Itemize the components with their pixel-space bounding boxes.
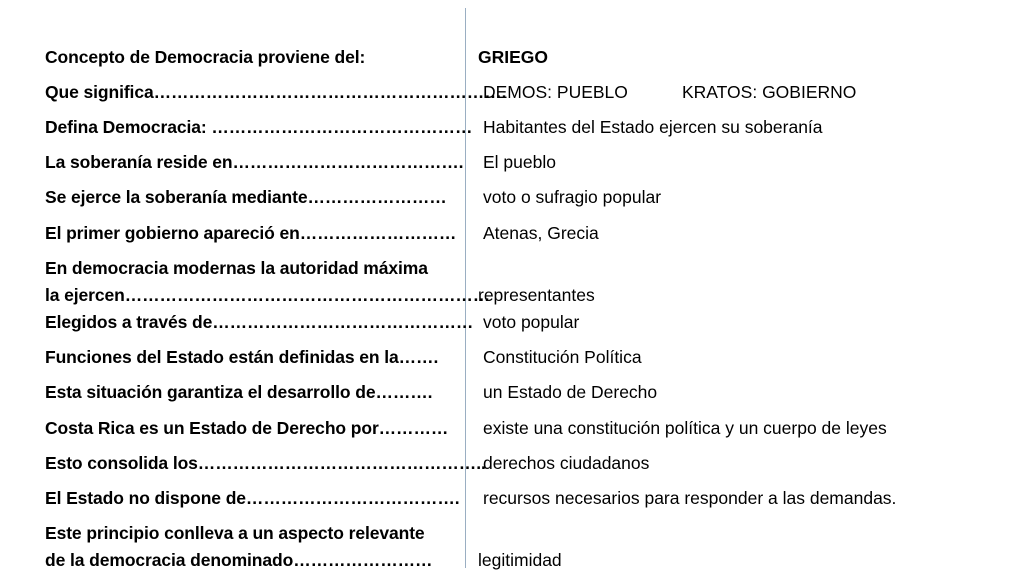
question-resources: El Estado no dispone de………………………………. xyxy=(45,488,460,508)
answer-exercise: voto o sufragio popular xyxy=(483,187,662,207)
question-principle-line1: Este principio conlleva a un aspecto relevante xyxy=(45,523,425,543)
question-consolidates: Esto consolida los………………………………………….. xyxy=(45,453,486,473)
answer-principle: legitimidad xyxy=(478,550,562,570)
answer-definition: Habitantes del Estado ejercen su soberanía xyxy=(483,117,823,137)
question-authority-line2: la ejercen……………………………………………………… xyxy=(45,285,491,305)
question-functions: Funciones del Estado están definidas en la……. xyxy=(45,347,439,367)
question-first-government: El primer gobierno apareció en……………………… xyxy=(45,223,457,243)
answer-elected: voto popular xyxy=(483,312,580,332)
answer-authority: representantes xyxy=(478,285,595,305)
answer-meaning-demos: DEMOS: PUEBLO xyxy=(483,82,628,102)
answer-origin: GRIEGO xyxy=(478,47,549,67)
answer-meaning-kratos: KRATOS: GOBIERNO xyxy=(682,82,857,102)
question-authority-line1: En democracia modernas la autoridad máxima xyxy=(45,258,428,278)
question-elected: Elegidos a través de……………………………………… xyxy=(45,312,474,332)
question-exercise: Se ejerce la soberanía mediante…………………… xyxy=(45,187,447,207)
question-principle-line2: de la democracia denominado…………………… xyxy=(45,550,433,570)
question-definition: Defina Democracia: ……………………………………… xyxy=(45,117,473,137)
answer-sovereignty: El pueblo xyxy=(483,152,556,172)
answer-consolidates: derechos ciudadanos xyxy=(483,453,650,473)
answer-costa-rica: existe una constitución política y un cuerpo de leyes xyxy=(483,418,887,438)
question-origin: Concepto de Democracia proviene del: xyxy=(45,47,366,67)
question-costa-rica: Costa Rica es un Estado de Derecho por………… xyxy=(45,418,449,438)
answer-guarantee: un Estado de Derecho xyxy=(483,382,658,402)
question-meaning: Que significa……………………………………………………. xyxy=(45,82,507,102)
answer-resources: recursos necesarios para responder a las demandas. xyxy=(483,488,897,508)
question-guarantee: Esta situación garantiza el desarrollo de………. xyxy=(45,382,433,402)
answer-functions: Constitución Política xyxy=(483,347,642,367)
answer-first-government: Atenas, Grecia xyxy=(483,223,599,243)
question-sovereignty: La soberanía reside en…………………………………. xyxy=(45,152,464,172)
